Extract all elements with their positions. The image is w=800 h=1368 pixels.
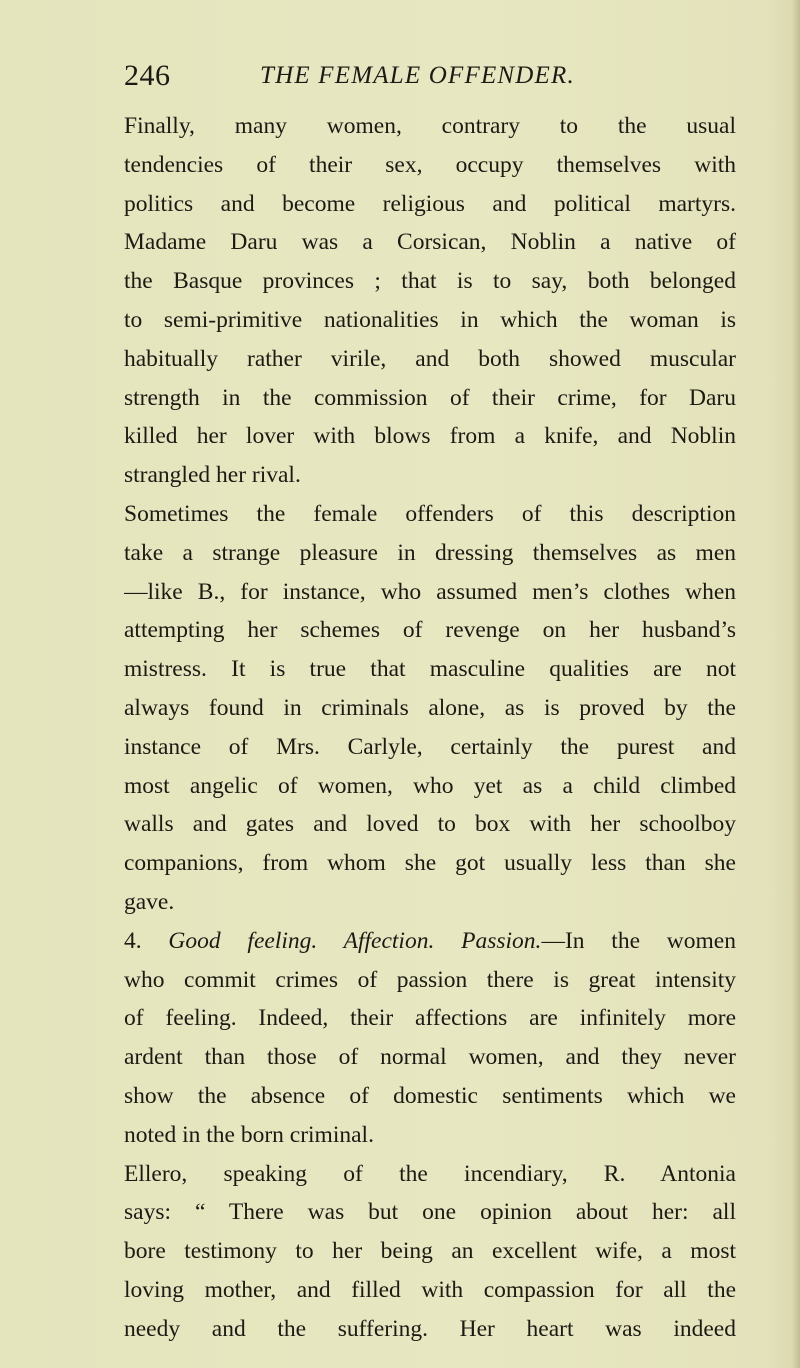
text-line: says: “ There was but one opinion about her: all	[124, 1199, 736, 1226]
text-line: gave.	[124, 888, 175, 915]
text-line: Finally, many women, contrary to the usual	[124, 113, 736, 139]
text-line: Ellero, speaking of the incendiary, R. Antonia	[124, 1160, 736, 1187]
text-line: needy and the suffering. Her heart was indeed	[124, 1315, 736, 1342]
text-line: bore testimony to her being an excellent wife, a most	[124, 1238, 736, 1265]
text-line: —like B., for instance, who assumed men’s clothes when	[124, 578, 736, 605]
text-line: show the absence of domestic sentiments which we	[124, 1082, 736, 1109]
text-line: companions, from whom she got usually less than she	[124, 850, 736, 877]
text-line: strength in the commission of their crime, for Daru	[124, 384, 736, 411]
text-line: noted in the born criminal.	[124, 1121, 374, 1148]
text-line: mistress. It is true that masculine qualities are not	[124, 656, 736, 683]
text-line: of feeling. Indeed, their affections are infinitely more	[124, 1005, 736, 1032]
text-line: loving mother, and filled with compassion for all the	[124, 1276, 736, 1303]
running-title: THE FEMALE OFFENDER.	[260, 62, 575, 89]
text-line: the Basque provinces ; that is to say, both belonged	[124, 268, 736, 295]
text-line: politics and become religious and political martyrs.	[124, 190, 736, 217]
text-line: take a strange pleasure in dressing themselves as men	[124, 539, 736, 566]
text-line: ardent than those of normal women, and they never	[124, 1044, 736, 1071]
text-line: walls and gates and loved to box with her schoolboy	[124, 811, 736, 838]
text-line: most angelic of women, who yet as a child climbed	[124, 772, 736, 799]
running-head	[124, 56, 744, 96]
text-line: killed her lover with blows from a knife, and Noblin	[124, 423, 736, 450]
section-line-rest: —In the women	[541, 927, 736, 954]
text-line: attempting her schemes of revenge on her husband’s	[124, 617, 736, 644]
section-heading: Good feeling. Affection. Passion.	[168, 927, 542, 954]
body-text	[124, 107, 736, 1349]
page-number: 246	[124, 59, 171, 92]
text-line: Madame Daru was a Corsican, Noblin a native of	[124, 229, 736, 256]
section-number: 4.	[124, 927, 142, 954]
page-edge-shadow	[792, 0, 800, 1368]
text-line: always found in criminals alone, as is proved by the	[124, 694, 736, 721]
paragraphs-block-1	[124, 107, 736, 922]
text-line: Sometimes the female offenders of this description	[124, 500, 736, 527]
text-line: to semi-primitive nationalities in which the woman is	[124, 306, 736, 333]
paragraphs-block-2	[124, 961, 736, 1349]
section-heading-line	[124, 922, 736, 961]
text-line: habitually rather virile, and both showed muscular	[124, 345, 736, 372]
text-line: instance of Mrs. Carlyle, certainly the purest and	[124, 733, 736, 760]
text-line: tendencies of their sex, occupy themselves with	[124, 151, 736, 178]
text-line: who commit crimes of passion there is great intensity	[124, 966, 736, 993]
text-line: strangled her rival.	[124, 462, 301, 489]
